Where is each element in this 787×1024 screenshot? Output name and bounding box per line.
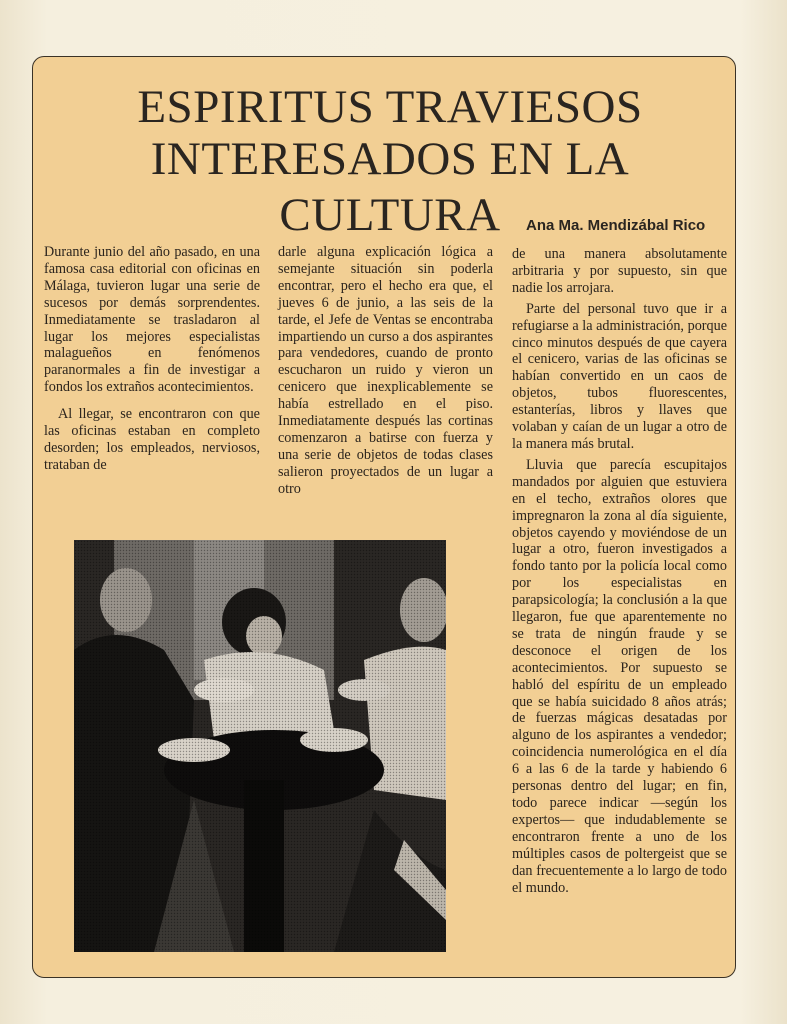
author-byline: Ana Ma. Mendizábal Rico — [526, 217, 706, 234]
seance-photo — [74, 540, 446, 952]
text-column-3 — [512, 246, 727, 900]
paragraph: Durante junio del año pasado, en una famosa casa editorial con oficinas en Málaga, tuvieron lugar una serie de sucesos por demás sorprendentes. Inmediatamente se trasladaron al lugar los mejores especialistas malagueños en fenómenos paranormales a fin de investigar a fondos los extraños acontecimientos. — [44, 244, 260, 396]
seance-photo-illustration — [74, 540, 446, 952]
paragraph: de una manera absolutamente arbitraria y por supuesto, sin que nadie los arrojara. — [512, 246, 727, 296]
paragraph: Parte del personal tuvo que ir a refugiarse a la administración, porque cinco minutos después de que cayera el cenicero, varias de las oficinas se habían convertido en un caos de objetos, tubos fluorescentes, estanterías, libros y llaves que volaban y caían de un lugar a otro de la manera más brutal. — [512, 300, 727, 452]
paragraph: Al llegar, se encontraron con que las oficinas estaban en completo desorden; los empleados, nerviosos, trataban de — [44, 406, 260, 473]
article-title-line-2: INTERESADOS EN LA — [150, 133, 630, 185]
article-title-line-3: CULTURA — [279, 189, 501, 241]
article-title-line-1: ESPIRITUS TRAVIESOS — [137, 81, 643, 133]
paragraph: Lluvia que parecía escupitajos mandados por alguien que estuviera en el techo, extraños olores que impregnaron la zona al día siguiente, objetos cayendo y moviéndose de un lugar a otro, fueron investigados a fondo tanto por la policía local como por los especialistas en parapsicología; la conclusión a la que llegaron, fue que aparentemente no se trata de ningún fraude y se desconoce el origen de los acontecimientos. Por supuesto se habló del espíritu de un empleado que se había suicidado 8 años atrás; de fuerzas mágicas desatadas por alguno de los aspirantes a vendedor; coincidencia numerológica en el día 6 a las 6 de la tarde y habiendo 6 personas dentro del lugar; en fin, todo parece indicar —según los expertos— que indudablemente se encontraron frente a uno de los múltiples casos de poltergeist que se dan frecuentemente a lo largo de todo el mundo. — [512, 456, 727, 896]
text-column-2 — [278, 244, 493, 507]
text-column-1 — [44, 244, 260, 483]
paragraph: darle alguna explicación lógica a semejante situación sin poderla encontrar, pero el hecho era que, el jueves 6 de junio, a las seis de la tarde, el Jefe de Ventas se encontraba impartiendo un curso a dos aspirantes para vendedores, cuando de pronto escucharon un ruido y vieron un cenicero que inexplicablemente se había estrellado en el piso. Inmediatamente después las cortinas comenzaron a batirse con fuerza y una serie de objetos de todas clases salieron proyectados de un lugar a otro — [278, 244, 493, 497]
